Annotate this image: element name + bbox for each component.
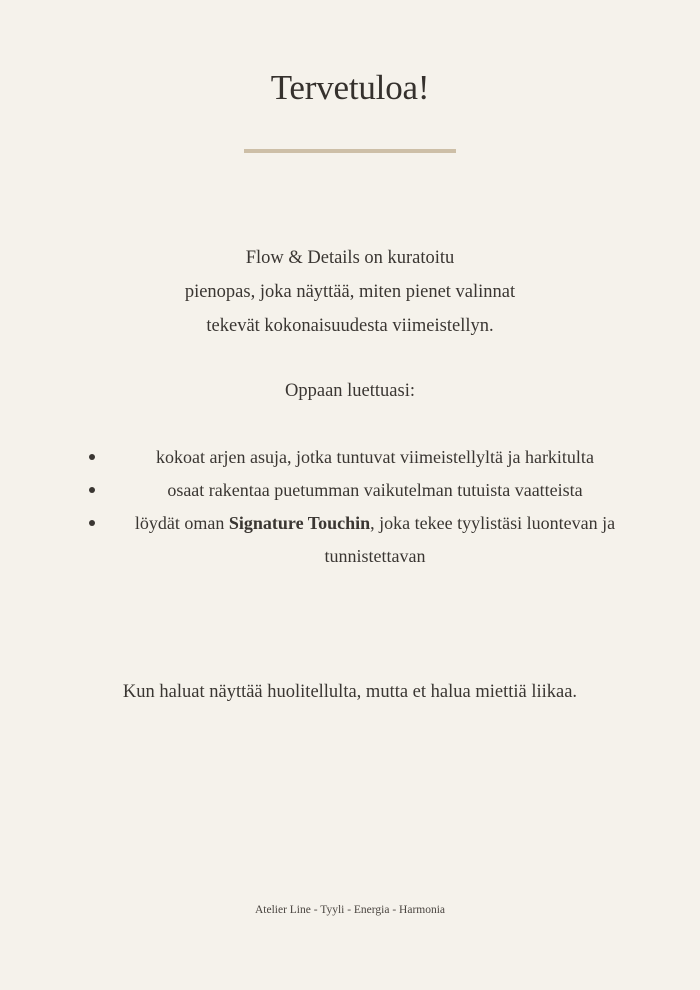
benefits-list	[80, 441, 640, 573]
intro-line-3: tekevät kokonaisuudesta viimeistellyn.	[206, 316, 494, 336]
intro-line-1: Flow & Details on kuratoitu	[245, 248, 455, 268]
list-item	[80, 441, 640, 474]
closing-statement: Kun haluat näyttää huolitellulta, mutta et halua miettiä liikaa.	[122, 682, 578, 702]
bullet-icon	[89, 520, 95, 526]
bullet-icon	[89, 487, 95, 493]
page-title: Tervetuloa!	[270, 68, 430, 107]
section-subheading: Oppaan luettuasi:	[285, 381, 415, 401]
bullet-icon	[89, 454, 95, 460]
list-item	[80, 474, 640, 507]
list-item-text: kokoat arjen asuja, jotka tuntuvat viimeistellyltä ja harkitulta	[156, 447, 594, 467]
page-footer: Atelier Line - Tyyli - Energia - Harmonia	[254, 904, 446, 916]
list-item	[80, 507, 640, 573]
intro-paragraph	[0, 241, 700, 343]
list-item-text: osaat rakentaa puetumman vaikutelman tutuista vaatteista	[167, 480, 583, 500]
list-item-text-after: , joka tekee tyylistäsi luontevan ja tunnistettavan	[324, 513, 616, 566]
intro-line-2: pienopas, joka näyttää, miten pienet valinnat	[184, 282, 516, 302]
signature-touch-emphasis: Signature Touchin	[228, 513, 371, 533]
list-item-text-before: löydät oman	[134, 513, 229, 533]
title-divider	[244, 149, 456, 153]
